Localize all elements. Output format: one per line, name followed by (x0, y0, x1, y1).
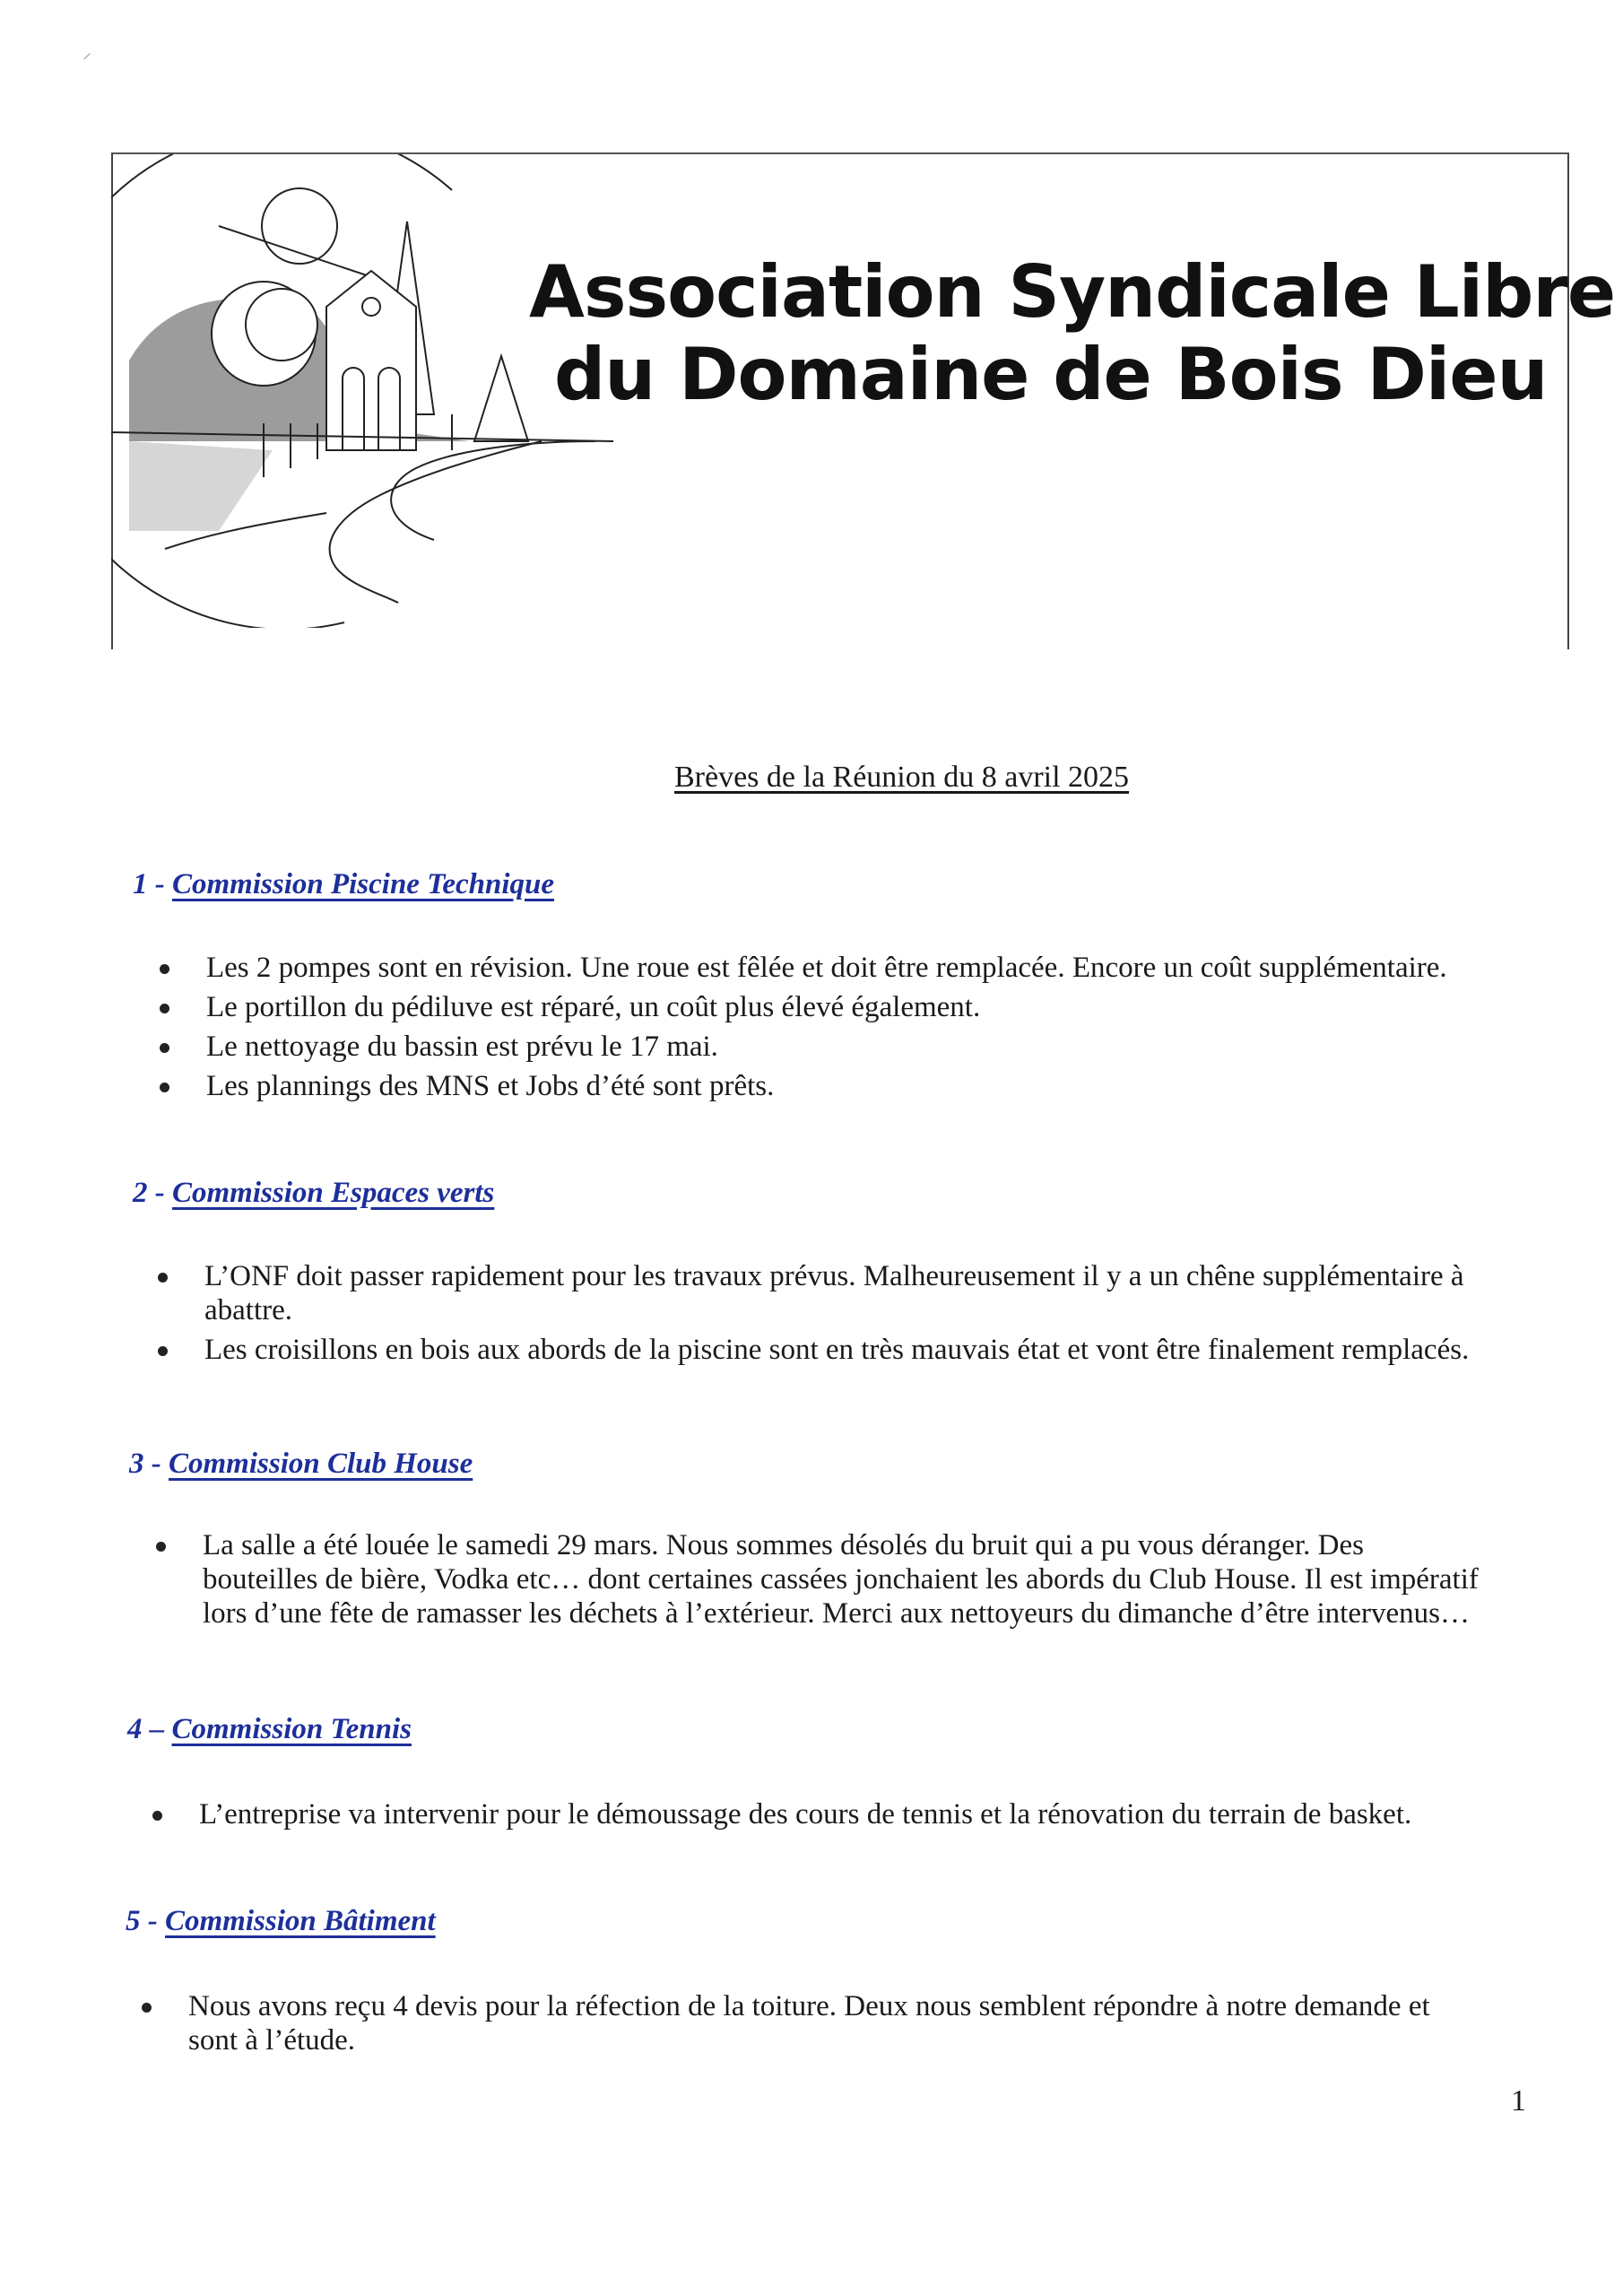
list-item: L’ONF doit passer rapidement pour les travaux prévus. Malheureusement il y a un chêne supplémentaire à abattre. (158, 1259, 1485, 1327)
association-name-line1: Association Syndicale Libre (529, 250, 1616, 334)
section-3-list (156, 1528, 1483, 1636)
section-number: 1 - (133, 868, 165, 900)
section-number: 4 – (127, 1713, 165, 1745)
section-title: Commission Club House (169, 1448, 473, 1480)
list-item: Les plannings des MNS et Jobs d’été sont prêts. (160, 1069, 1487, 1103)
list-item: La salle a été louée le samedi 29 mars. Nous sommes désolés du bruit qui a pu vous déranger. Des bouteilles de bière, Vodka etc… dont certaines cassées jonchaient les abords du Club House. Il est impératif lors d’une fête de ramasser les déchets à l’extérieur. Merci aux nettoyeurs du dimanche d’être intervenus… (156, 1528, 1483, 1631)
section-number: 2 - (133, 1177, 165, 1209)
section-title: Commission Piscine Technique (172, 868, 555, 900)
list-item: Le nettoyage du bassin est prévu le 17 mai. (160, 1030, 1487, 1064)
section-3-heading (129, 1448, 473, 1481)
section-2-list (158, 1259, 1485, 1372)
list-item: Le portillon du pédiluve est réparé, un coût plus élevé également. (160, 990, 1487, 1024)
section-4-list (152, 1797, 1480, 1837)
association-name-line2: du Domaine de Bois Dieu (554, 333, 1548, 416)
section-title: Commission Bâtiment (165, 1905, 436, 1937)
section-number: 5 - (126, 1905, 158, 1937)
list-item: Les croisillons en bois aux abords de la piscine sont en très mauvais état et vont être finalement remplacés. (158, 1333, 1485, 1367)
page-number: 1 (1511, 2084, 1526, 2118)
section-title: Commission Tennis (171, 1713, 412, 1745)
section-4-heading (127, 1713, 412, 1746)
section-1-heading (133, 868, 554, 901)
list-item: Nous avons reçu 4 devis pour la réfection de la toiture. Deux nous semblent répondre à notre demande et sont à l’étude. (142, 1989, 1469, 2057)
section-5-heading (126, 1905, 436, 1938)
list-item: L’entreprise va intervenir pour le démoussage des cours de tennis et la rénovation du terrain de basket. (152, 1797, 1480, 1831)
association-name (529, 250, 1616, 416)
list-item: Les 2 pompes sont en révision. Une roue est fêlée et doit être remplacée. Encore un coût supplémentaire. (160, 951, 1487, 985)
section-5-list (142, 1989, 1469, 2063)
section-2-heading (133, 1177, 494, 1210)
section-number: 3 - (129, 1448, 161, 1480)
section-title: Commission Espaces verts (172, 1177, 495, 1209)
document-title: Brèves de la Réunion du 8 avril 2025 (674, 761, 1130, 794)
section-1-list (160, 951, 1487, 1109)
scan-mark: ⸝ (82, 43, 91, 63)
